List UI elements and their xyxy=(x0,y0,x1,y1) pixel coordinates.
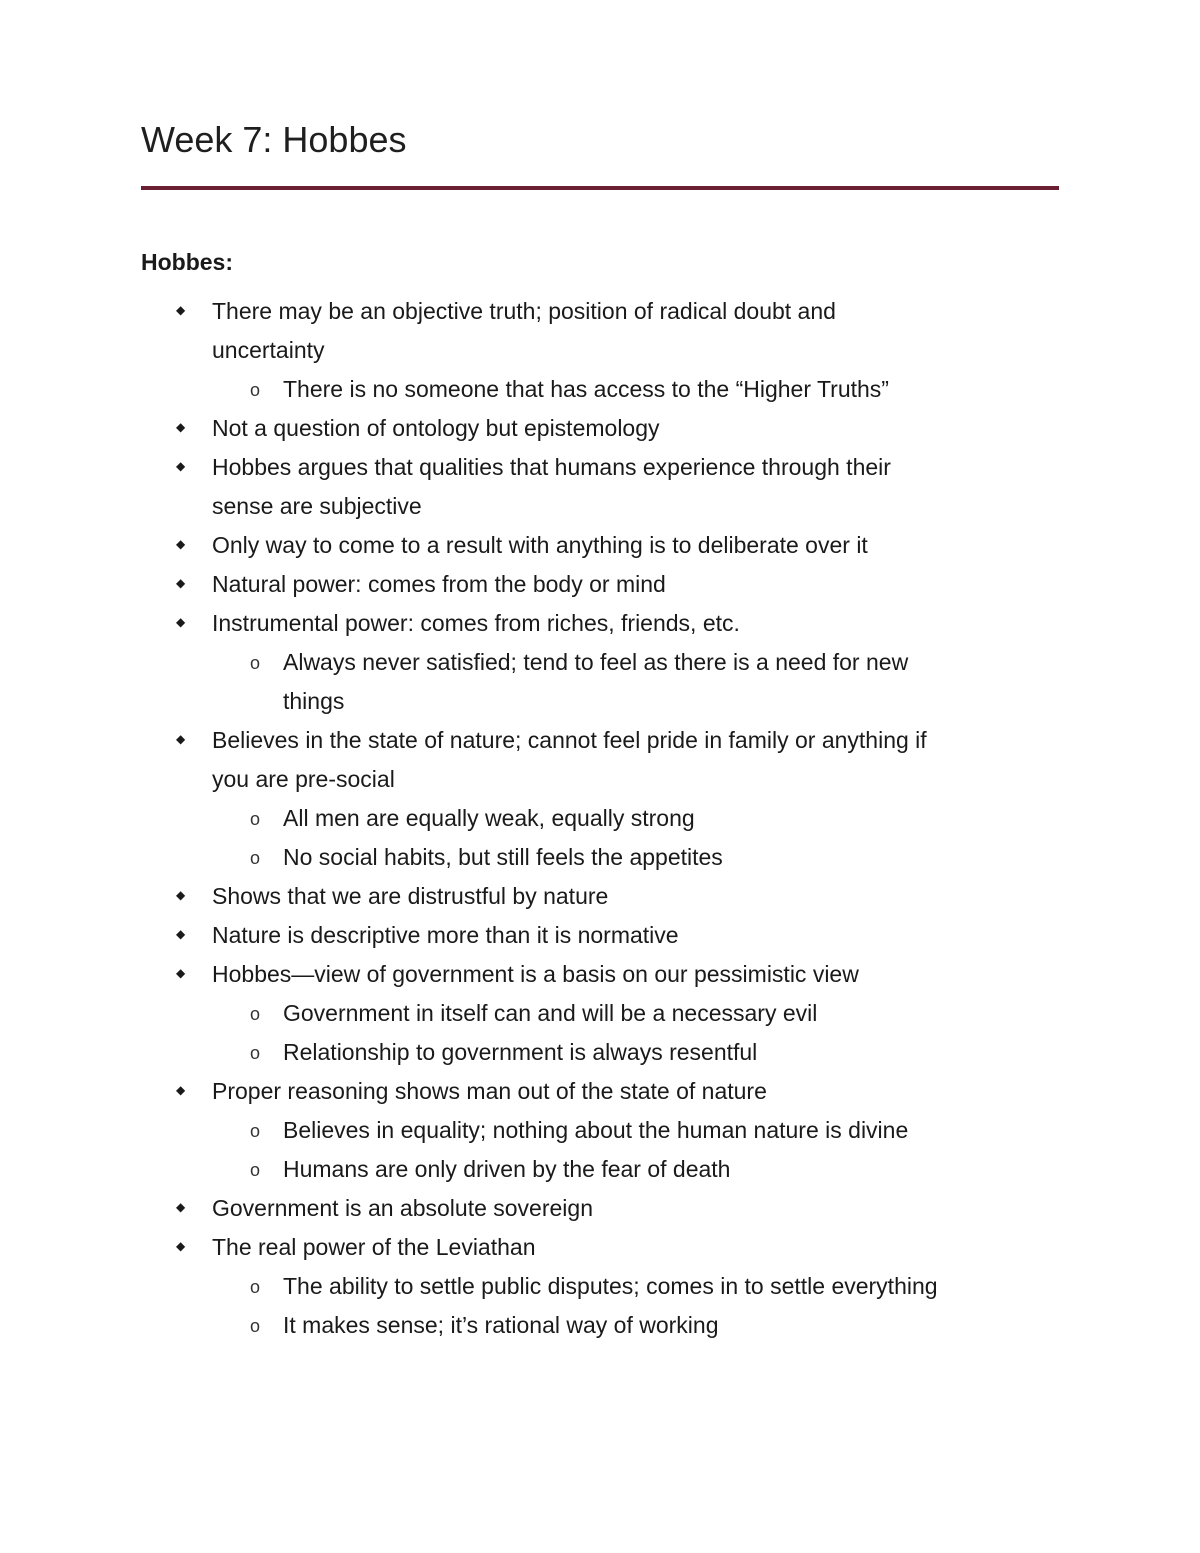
list-item-text: uncertainty xyxy=(212,337,325,363)
list-item-text: There may be an objective truth; position of radical doubt and xyxy=(212,298,836,324)
list-item-text: There is no someone that has access to the “Higher Truths” xyxy=(283,376,889,402)
list-item xyxy=(0,877,1200,916)
sub-list-item xyxy=(0,1306,1200,1345)
sub-bullet-icon: o xyxy=(250,1121,261,1141)
bullet-icon: ◆ xyxy=(176,1083,186,1097)
sub-list-item xyxy=(0,799,1200,838)
sub-list-item xyxy=(0,1150,1200,1189)
list-item xyxy=(0,292,1200,370)
list-item-text: Believes in the state of nature; cannot feel pride in family or anything if xyxy=(212,727,927,753)
sub-bullet-icon: o xyxy=(250,1004,261,1024)
sub-bullet-icon: o xyxy=(250,653,261,673)
bullet-list xyxy=(0,292,1200,1345)
sub-list-item xyxy=(0,1033,1200,1072)
list-item xyxy=(0,604,1200,643)
list-item-text: sense are subjective xyxy=(212,493,422,519)
sub-bullet-icon: o xyxy=(250,1316,261,1336)
list-item-text: Not a question of ontology but epistemology xyxy=(212,415,660,441)
list-item-text: Government in itself can and will be a necessary evil xyxy=(283,1000,818,1026)
list-item-text: Proper reasoning shows man out of the state of nature xyxy=(212,1078,767,1104)
list-item xyxy=(0,1228,1200,1267)
list-item-text: Only way to come to a result with anything is to deliberate over it xyxy=(212,532,868,558)
bullet-icon: ◆ xyxy=(176,927,186,941)
list-item xyxy=(0,1072,1200,1111)
list-item xyxy=(0,916,1200,955)
title-divider xyxy=(141,186,1059,190)
bullet-icon: ◆ xyxy=(176,1200,186,1214)
sub-list-item xyxy=(0,994,1200,1033)
list-item-text: things xyxy=(283,688,345,714)
bullet-icon: ◆ xyxy=(176,420,186,434)
list-item xyxy=(0,526,1200,565)
sub-bullet-icon: o xyxy=(250,1160,261,1180)
sub-bullet-icon: o xyxy=(250,380,261,400)
list-item xyxy=(0,448,1200,526)
sub-list-item xyxy=(0,643,1200,721)
page-title: Week 7: Hobbes xyxy=(141,119,407,160)
list-item-text: Government is an absolute sovereign xyxy=(212,1195,593,1221)
bullet-icon: ◆ xyxy=(176,537,186,551)
list-item-text: Always never satisfied; tend to feel as there is a need for new xyxy=(283,649,909,675)
list-item-text: All men are equally weak, equally strong xyxy=(283,805,695,831)
sub-list-item xyxy=(0,370,1200,409)
bullet-icon: ◆ xyxy=(176,888,186,902)
list-item-text: Instrumental power: comes from riches, friends, etc. xyxy=(212,610,740,636)
bullet-icon: ◆ xyxy=(176,732,186,746)
list-item xyxy=(0,409,1200,448)
list-item-text: The real power of the Leviathan xyxy=(212,1234,536,1260)
list-item xyxy=(0,1189,1200,1228)
list-item-text: No social habits, but still feels the appetites xyxy=(283,844,723,870)
list-item-text: Natural power: comes from the body or mind xyxy=(212,571,666,597)
bullet-icon: ◆ xyxy=(176,966,186,980)
bullet-icon: ◆ xyxy=(176,576,186,590)
list-item xyxy=(0,565,1200,604)
list-item xyxy=(0,721,1200,799)
sub-bullet-icon: o xyxy=(250,1043,261,1063)
list-item-text: Shows that we are distrustful by nature xyxy=(212,883,609,909)
sub-list-item xyxy=(0,1267,1200,1306)
section-heading: Hobbes: xyxy=(141,249,233,275)
bullet-icon: ◆ xyxy=(176,459,186,473)
sub-bullet-icon: o xyxy=(250,848,261,868)
list-item-text: Believes in equality; nothing about the human nature is divine xyxy=(283,1117,909,1143)
list-item-text: Hobbes argues that qualities that humans experience through their xyxy=(212,454,891,480)
bullet-icon: ◆ xyxy=(176,303,186,317)
bullet-icon: ◆ xyxy=(176,1239,186,1253)
list-item-text: Hobbes—view of government is a basis on our pessimistic view xyxy=(212,961,859,987)
list-item-text: Relationship to government is always resentful xyxy=(283,1039,758,1065)
sub-list-item xyxy=(0,838,1200,877)
sub-bullet-icon: o xyxy=(250,1277,261,1297)
sub-bullet-icon: o xyxy=(250,809,261,829)
list-item-text: Nature is descriptive more than it is normative xyxy=(212,922,679,948)
sub-list-item xyxy=(0,1111,1200,1150)
list-item-text: The ability to settle public disputes; comes in to settle everything xyxy=(283,1273,938,1299)
bullet-icon: ◆ xyxy=(176,615,186,629)
list-item-text: you are pre-social xyxy=(212,766,395,792)
list-item-text: It makes sense; it’s rational way of working xyxy=(283,1312,719,1338)
list-item-text: Humans are only driven by the fear of death xyxy=(283,1156,731,1182)
list-item xyxy=(0,955,1200,994)
